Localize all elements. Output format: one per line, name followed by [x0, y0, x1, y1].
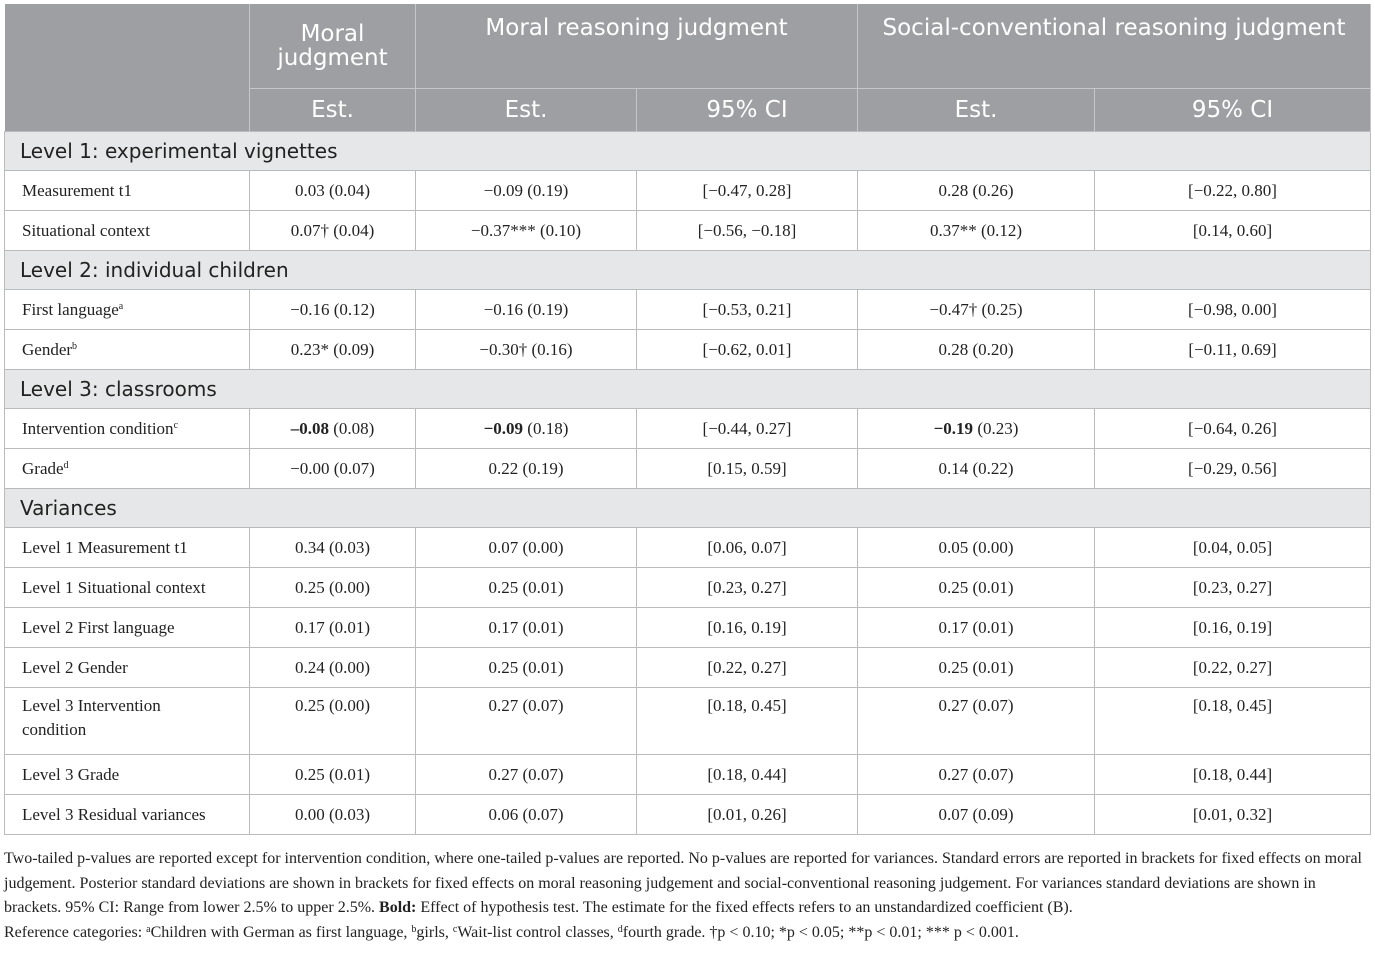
cell-sc-ci: [0.18, 0.45]	[1095, 688, 1371, 755]
bold-estimate: −0.09	[483, 418, 524, 438]
ref-text: girls,	[416, 923, 453, 941]
cell-sc-ci: [0.04, 0.05]	[1095, 528, 1371, 568]
cell-mr: 0.25 (0.01)	[416, 648, 637, 688]
cell-sc-ci: [−0.22, 0.80]	[1095, 171, 1371, 211]
cell-mr-ci: [−0.53, 0.21]	[637, 290, 858, 330]
notes-text: Two-tailed p-values are reported except for intervention condition, where one-tailed p-values are reported. No p-values are reported for variances. Standard errors are reported in brackets for fixed effects on moral judgement. Posterior standard deviations are shown in brackets for fixed effects on moral reasoning judgement and social-conventional reasoning judgement. For variances standard deviations are shown in brackets. 95% CI: Range from lower 2.5% to upper 2.5%.	[4, 850, 1362, 916]
header-moral-reasoning: Moral reasoning judgment	[416, 4, 858, 89]
table-row	[5, 449, 1371, 489]
section-level1	[5, 132, 1371, 171]
cell-mj: 0.03 (0.04)	[250, 171, 416, 211]
row-label: Level 1 Measurement t1	[5, 528, 250, 568]
cell-mj: 0.25 (0.00)	[250, 568, 416, 608]
bold-estimate: −0.19	[933, 418, 974, 438]
cell-mr-ci: [−0.47, 0.28]	[637, 171, 858, 211]
row-label: Level 3 Intervention condition	[5, 688, 250, 755]
table-row	[5, 171, 1371, 211]
cell-sc-ci: [−0.11, 0.69]	[1095, 330, 1371, 370]
header-est-sc: Est.	[858, 89, 1095, 132]
table-row	[5, 795, 1371, 835]
cell-mr: −0.30† (0.16)	[416, 330, 637, 370]
table-row	[5, 608, 1371, 648]
cell-mr-ci: [0.18, 0.44]	[637, 755, 858, 795]
notes-bold-label: Bold:	[379, 899, 417, 916]
cell-mj: 0.07† (0.04)	[250, 211, 416, 251]
notes-text: Effect of hypothesis test. The estimate for the fixed effects refers to an unstandardized coefficient (B).	[416, 899, 1073, 916]
row-label: Level 1 Situational context	[5, 568, 250, 608]
cell-sc-ci: [0.22, 0.27]	[1095, 648, 1371, 688]
section-level2	[5, 251, 1371, 290]
ref-text: fourth grade. †p < 0.10; *p < 0.05; **p < 0.01; *** p < 0.001.	[622, 923, 1019, 941]
row-label	[5, 449, 250, 489]
cell-mj: 0.25 (0.00)	[250, 688, 416, 755]
cell-sc: 0.27 (0.07)	[858, 755, 1095, 795]
header-moral-judgment: Moral judgment	[250, 4, 416, 89]
cell-mj: −0.16 (0.12)	[250, 290, 416, 330]
cell-mj: 0.34 (0.03)	[250, 528, 416, 568]
cell-sc: 0.07 (0.09)	[858, 795, 1095, 835]
cell-sc: 0.05 (0.00)	[858, 528, 1095, 568]
cell-sc	[858, 409, 1095, 449]
table-row	[5, 755, 1371, 795]
table-row	[5, 688, 1371, 755]
cell-sc-ci: [−0.64, 0.26]	[1095, 409, 1371, 449]
footnote-marker: c	[452, 923, 458, 935]
cell-sc: 0.28 (0.20)	[858, 330, 1095, 370]
cell-mr-ci: [0.16, 0.19]	[637, 608, 858, 648]
footnote-marker: d	[63, 459, 69, 471]
section-title: Level 3: classrooms	[5, 370, 1371, 409]
cell-mr-ci: [−0.44, 0.27]	[637, 409, 858, 449]
header-row-2	[5, 89, 1371, 132]
cell-mr-ci: [0.01, 0.26]	[637, 795, 858, 835]
section-title: Variances	[5, 489, 1371, 528]
header-social-conventional: Social-conventional reasoning judgment	[858, 4, 1371, 89]
section-title: Level 2: individual children	[5, 251, 1371, 290]
cell-mr-ci: [0.06, 0.07]	[637, 528, 858, 568]
table-row	[5, 568, 1371, 608]
cell-mj: −0.00 (0.07)	[250, 449, 416, 489]
results-table-container	[4, 4, 1370, 835]
cell-mr: −0.37*** (0.10)	[416, 211, 637, 251]
section-level3	[5, 370, 1371, 409]
footnote-marker: a	[118, 300, 124, 312]
header-blank	[5, 4, 250, 89]
row-label-text: Grade	[22, 458, 64, 478]
cell-mr: 0.07 (0.00)	[416, 528, 637, 568]
header-ci-mr: 95% CI	[637, 89, 858, 132]
cell-sc: 0.28 (0.26)	[858, 171, 1095, 211]
cell-sc: 0.17 (0.01)	[858, 608, 1095, 648]
cell-sc-ci: [0.18, 0.44]	[1095, 755, 1371, 795]
cell-sc-ci: [−0.29, 0.56]	[1095, 449, 1371, 489]
cell-mj: 0.23* (0.09)	[250, 330, 416, 370]
cell-mj	[250, 409, 416, 449]
cell-mj: 0.24 (0.00)	[250, 648, 416, 688]
cell-mr: 0.27 (0.07)	[416, 755, 637, 795]
bold-estimate: –0.08	[290, 418, 329, 438]
results-table	[4, 4, 1371, 835]
table-row	[5, 409, 1371, 449]
cell-mr-ci: [0.22, 0.27]	[637, 648, 858, 688]
row-label	[5, 409, 250, 449]
ref-text: Wait-list control classes,	[457, 923, 618, 941]
row-label: Level 3 Grade	[5, 755, 250, 795]
cell-mj: 0.17 (0.01)	[250, 608, 416, 648]
row-label	[5, 290, 250, 330]
cell-mr-ci: [−0.62, 0.01]	[637, 330, 858, 370]
header-est-mr: Est.	[416, 89, 637, 132]
table-row	[5, 330, 1371, 370]
cell-sc-ci: [0.16, 0.19]	[1095, 608, 1371, 648]
cell-se: (0.23)	[973, 418, 1019, 438]
table-notes	[4, 847, 1368, 945]
header-est-mj: Est.	[250, 89, 416, 132]
row-label: Situational context	[5, 211, 250, 251]
cell-sc: −0.47† (0.25)	[858, 290, 1095, 330]
cell-mr	[416, 409, 637, 449]
cell-mr-ci: [0.15, 0.59]	[637, 449, 858, 489]
cell-mj: 0.25 (0.01)	[250, 755, 416, 795]
header-row-1	[5, 4, 1371, 89]
cell-mr: 0.22 (0.19)	[416, 449, 637, 489]
footnote-marker: b	[411, 923, 417, 935]
cell-mr-ci: [0.18, 0.45]	[637, 688, 858, 755]
section-title: Level 1: experimental vignettes	[5, 132, 1371, 171]
row-label: Level 2 Gender	[5, 648, 250, 688]
row-label: Level 3 Residual variances	[5, 795, 250, 835]
row-label: Level 2 First language	[5, 608, 250, 648]
cell-se: (0.08)	[328, 418, 375, 438]
table-row	[5, 648, 1371, 688]
cell-sc-ci: [−0.98, 0.00]	[1095, 290, 1371, 330]
row-label	[5, 330, 250, 370]
cell-mr: 0.27 (0.07)	[416, 688, 637, 755]
cell-mr: 0.17 (0.01)	[416, 608, 637, 648]
cell-sc: 0.14 (0.22)	[858, 449, 1095, 489]
row-label-text: Intervention condition	[22, 418, 174, 438]
table-row	[5, 528, 1371, 568]
row-label: Measurement t1	[5, 171, 250, 211]
cell-mr: 0.06 (0.07)	[416, 795, 637, 835]
footnote-marker: c	[173, 419, 179, 431]
cell-sc: 0.37** (0.12)	[858, 211, 1095, 251]
ref-label: Reference categories:	[4, 923, 147, 941]
header-ci-sc: 95% CI	[1095, 89, 1371, 132]
footnote-marker: b	[72, 340, 78, 352]
cell-sc: 0.25 (0.01)	[858, 568, 1095, 608]
row-label-text: Gender	[22, 339, 73, 359]
cell-se: (0.18)	[523, 418, 569, 438]
notes-paragraph	[4, 847, 1368, 921]
cell-sc-ci: [0.23, 0.27]	[1095, 568, 1371, 608]
footnote-marker: a	[146, 923, 151, 935]
cell-sc: 0.27 (0.07)	[858, 688, 1095, 755]
cell-mr: −0.16 (0.19)	[416, 290, 637, 330]
reference-categories	[4, 921, 1368, 946]
cell-sc: 0.25 (0.01)	[858, 648, 1095, 688]
cell-mr-ci: [0.23, 0.27]	[637, 568, 858, 608]
cell-mj: 0.00 (0.03)	[250, 795, 416, 835]
cell-mr: −0.09 (0.19)	[416, 171, 637, 211]
cell-sc-ci: [0.14, 0.60]	[1095, 211, 1371, 251]
cell-sc-ci: [0.01, 0.32]	[1095, 795, 1371, 835]
header-blank-2	[5, 89, 250, 132]
row-label-text: First language	[22, 299, 119, 319]
table-row	[5, 211, 1371, 251]
footnote-marker: d	[617, 923, 623, 935]
table-row	[5, 290, 1371, 330]
cell-mr: 0.25 (0.01)	[416, 568, 637, 608]
ref-text: Children with German as first language,	[150, 923, 412, 941]
cell-mr-ci: [−0.56, −0.18]	[637, 211, 858, 251]
section-variances	[5, 489, 1371, 528]
